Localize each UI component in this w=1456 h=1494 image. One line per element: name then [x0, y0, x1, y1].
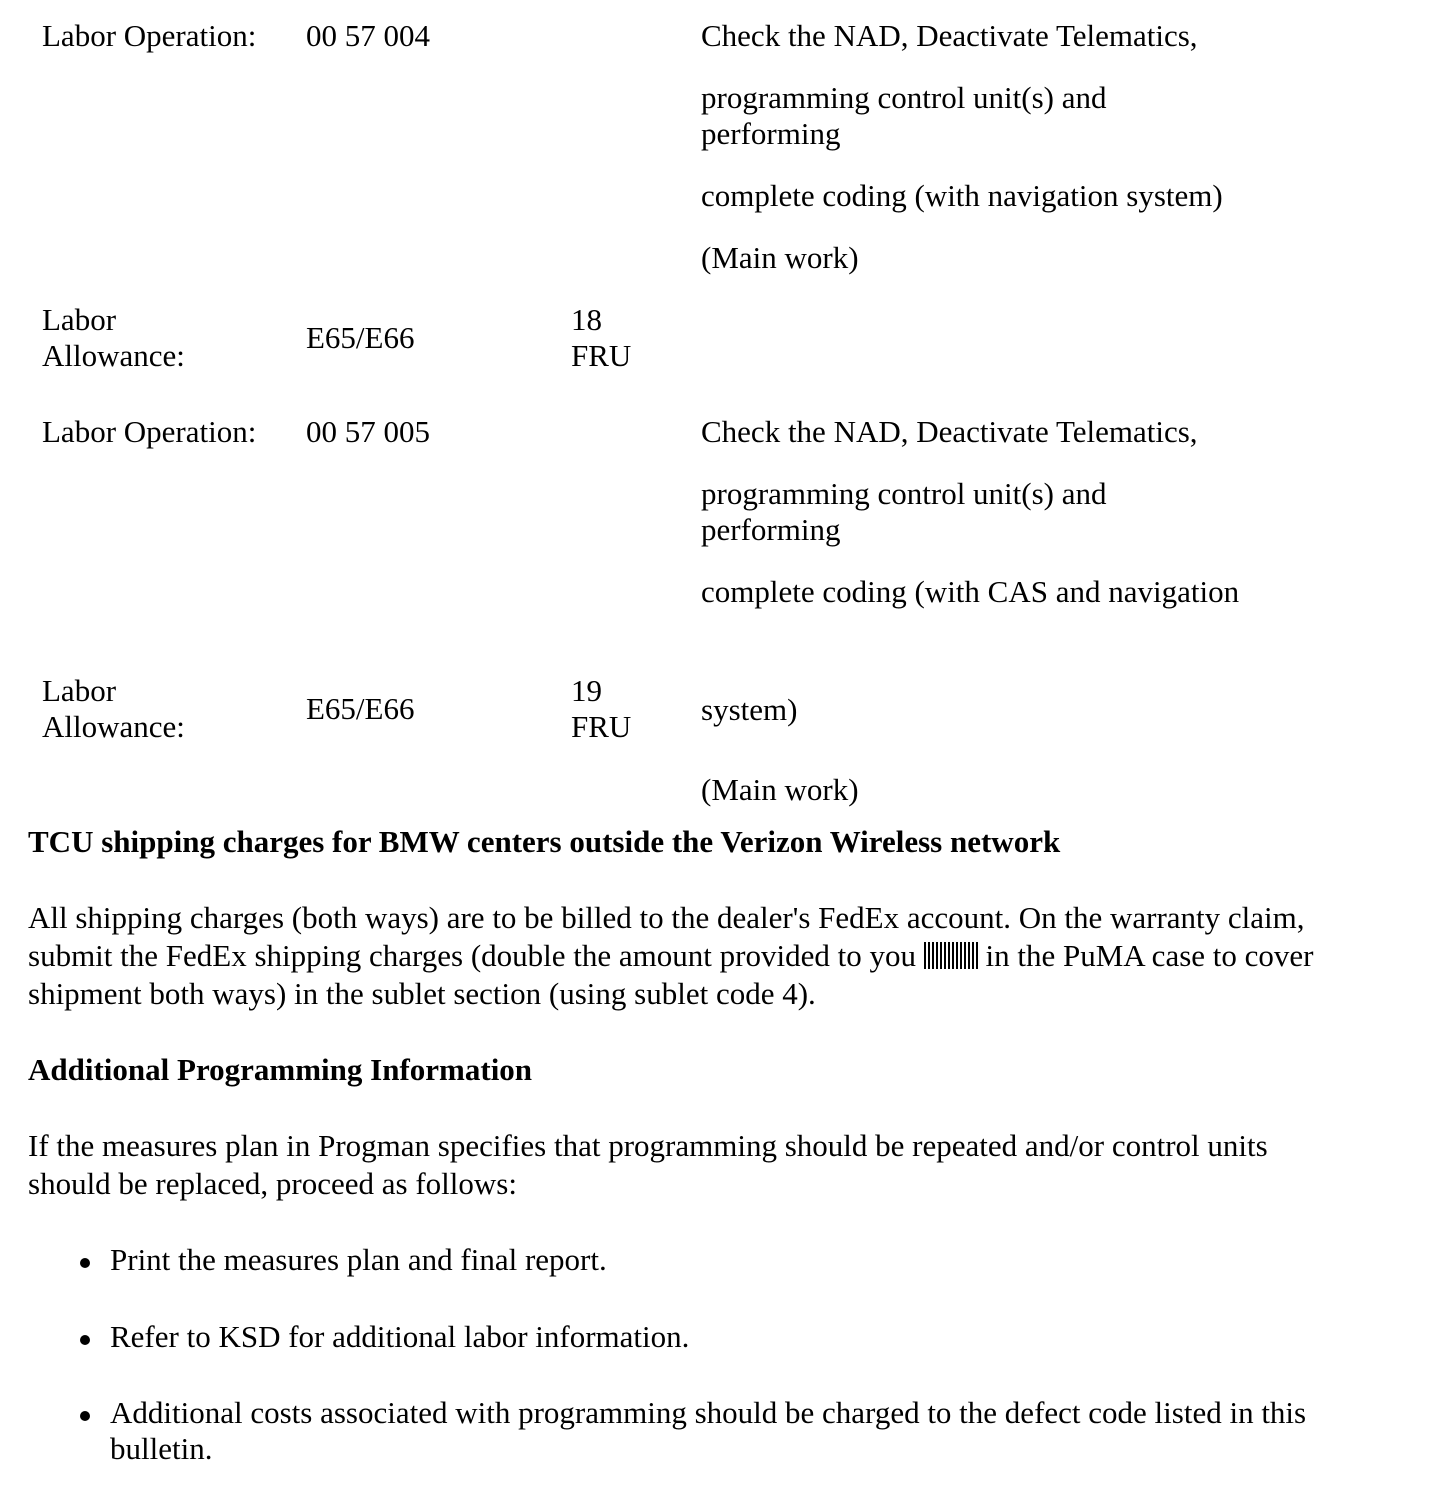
labor-allowance-label-2-line-2: Allowance:: [42, 709, 185, 744]
labor-operation-desc-2-line-4: complete coding (with CAS and navigation: [701, 574, 1240, 609]
labor-operation-desc-2-line-3: performing: [701, 512, 841, 547]
programming-text-line-2: should be replaced, proceed as follows:: [28, 1166, 517, 1201]
programming-heading: Additional Programming Information: [28, 1052, 533, 1087]
bullet-item-1: Print the measures plan and final report.: [110, 1242, 607, 1277]
bullet-item-3-continuation: bulletin.: [110, 1431, 213, 1466]
bullet-icon: [80, 1411, 90, 1421]
labor-operation-desc-2-line-1: Check the NAD, Deactivate Telematics,: [701, 414, 1198, 449]
shipping-text-line-2: [28, 938, 1313, 974]
labor-allowance-fru-unit-1: FRU: [571, 338, 632, 373]
shipping-text-line-3: shipment both ways) in the sublet section (using sublet code 4).: [28, 976, 816, 1011]
shipping-heading: TCU shipping charges for BMW centers outside the Verizon Wireless network: [28, 824, 1061, 859]
labor-operation-desc-1-line-1: Check the NAD, Deactivate Telematics,: [701, 18, 1198, 53]
labor-allowance-fru-number-2: 19: [571, 673, 602, 708]
labor-allowance-label-1-line-2: Allowance:: [42, 338, 185, 373]
labor-operation-desc-1-line-4: complete coding (with navigation system): [701, 178, 1223, 213]
labor-allowance-model-2: E65/E66: [306, 691, 415, 726]
labor-operation-label-1: Labor Operation:: [42, 18, 257, 53]
labor-allowance-label-1-line-1: Labor: [42, 302, 117, 337]
labor-operation-desc-1-line-5: (Main work): [701, 240, 859, 275]
labor-allowance-fru-number-1: 18: [571, 302, 602, 337]
labor-allowance-label-2-line-1: Labor: [42, 673, 117, 708]
shipping-text-line-2-end: in the PuMA case to cover: [985, 938, 1314, 973]
programming-text-line-1: If the measures plan in Progman specifies that programming should be repeated and/or control units: [28, 1128, 1268, 1163]
labor-operation-code-2: 00 57 005: [306, 414, 430, 449]
labor-operation-desc-2-line-6: (Main work): [701, 772, 859, 807]
bullet-item-2: Refer to KSD for additional labor information.: [110, 1319, 690, 1354]
labor-operation-code-1: 00 57 004: [306, 18, 430, 53]
labor-operation-desc-1-line-3: performing: [701, 116, 841, 151]
labor-operation-desc-1-line-2: programming control unit(s) and: [701, 80, 1107, 115]
redaction-mark: [924, 942, 978, 969]
shipping-text-line-2-start: submit the FedEx shipping charges (double the amount provided to you: [28, 938, 916, 973]
labor-allowance-model-1: E65/E66: [306, 320, 415, 355]
bullet-icon: [80, 1258, 90, 1268]
labor-operation-desc-2-line-5: system): [701, 692, 798, 727]
bullet-icon: [80, 1335, 90, 1345]
bullet-item-3: Additional costs associated with programming should be charged to the defect code listed in this: [110, 1395, 1307, 1430]
labor-operation-desc-2-line-2: programming control unit(s) and: [701, 476, 1107, 511]
labor-operation-label-2: Labor Operation:: [42, 414, 257, 449]
labor-allowance-fru-unit-2: FRU: [571, 709, 632, 744]
shipping-text-line-1: All shipping charges (both ways) are to be billed to the dealer's FedEx account. On the warranty claim,: [28, 900, 1305, 935]
